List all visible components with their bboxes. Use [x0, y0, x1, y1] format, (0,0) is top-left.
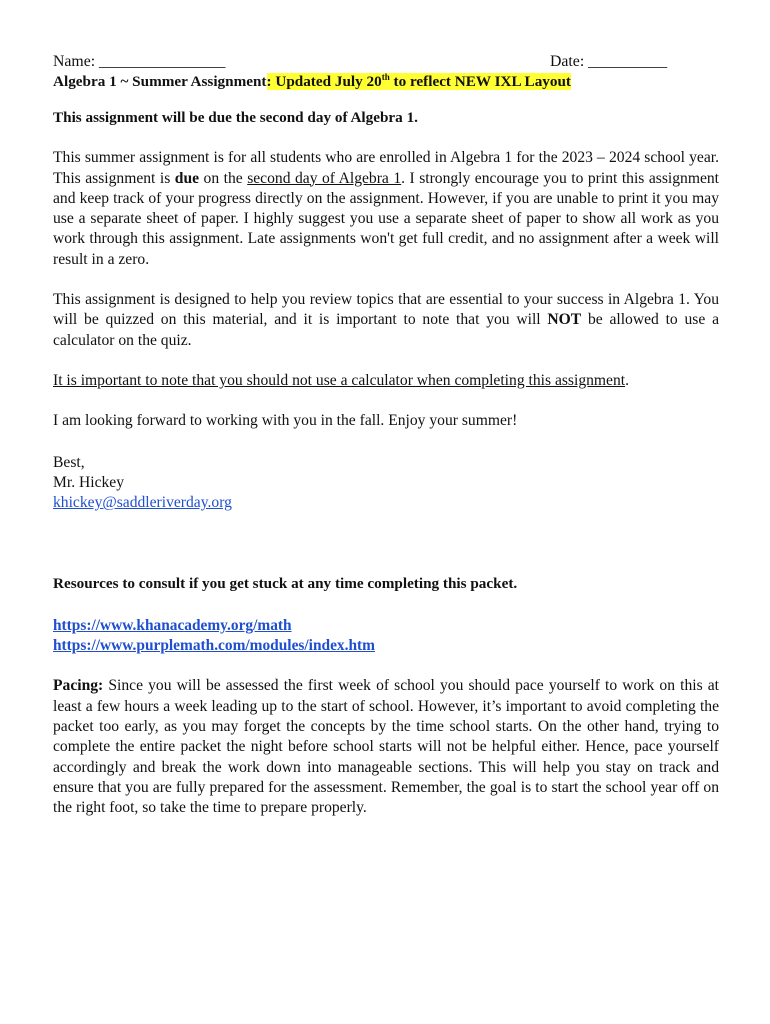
second-day-underline: second day of Algebra 1: [247, 169, 402, 187]
title-prefix: Algebra 1 ~ Summer Assignment: [53, 73, 267, 90]
due-emphasis: due: [174, 169, 200, 187]
header-row: [53, 52, 719, 74]
pacing-paragraph: Pacing: Since you will be assessed the first week of school you should pace yourself to work on this at least a few hours a week leading up to the start of school. However, it’s important to avoid completing the packet too early, as you may forget the concepts by the time school starts. On the other hand, trying to complete the entire packet the night before school starts will not be helpful either. Hence, pace yourself accordingly and break the work down into manageable sections. This will help you stay on track and ensure that you are fully prepared for the assessment. Remember, the goal is to start the school year off on the right foot, so take the time to prepare properly.: [53, 677, 719, 817]
date-field: Date: __________: [550, 53, 668, 70]
pacing-label: Pacing:: [53, 677, 104, 695]
closing-paragraph: I am looking forward to working with you in the fall. Enjoy your summer!: [53, 412, 518, 430]
purpose-paragraph: This assignment is designed to help you review topics that are essential to your success in Algebra 1. You will be quizzed on this material, and it is important to note that you will NOT be allowed to use a calculator on the quiz.: [53, 291, 719, 349]
purplemath-link[interactable]: https://www.purplemath.com/modules/index.htm: [53, 637, 375, 655]
signature-block: [53, 453, 719, 514]
signature-name: Mr. Hickey: [53, 473, 125, 491]
intro-paragraph: This summer assignment is for all students who are enrolled in Algebra 1 for the 2023 – 2024 school year. This assignment is due on the second day of Algebra 1. I strongly encourage you to print this assignment and keep track of your progress directly on the assignment. However, if you are unable to print it you may use a separate sheet of paper. I highly suggest you use a separate sheet of paper to show all work as you work through this assignment. Late assignments won't get full credit, and no assignment after a week will result in a zero.: [53, 149, 720, 268]
email-link[interactable]: khickey@saddleriverday.org: [53, 494, 232, 512]
resources-heading: Resources to consult if you get stuck at any time completing this packet.: [53, 575, 518, 593]
not-emphasis: NOT: [547, 311, 582, 329]
document-title: [53, 72, 719, 94]
name-field: Name: ________________: [53, 53, 226, 70]
calculator-note: It is important to note that you should not use a calculator when completing this assignment.: [53, 371, 630, 389]
title-highlight: : Updated July 20th to reflect NEW IXL Layout: [266, 72, 571, 90]
resource-links: [53, 616, 719, 657]
signature-closing: Best,: [53, 453, 85, 471]
due-heading: This assignment will be due the second day of Algebra 1.: [53, 109, 418, 126]
khan-academy-link[interactable]: https://www.khanacademy.org/math: [53, 616, 292, 634]
document-page: [53, 52, 719, 818]
